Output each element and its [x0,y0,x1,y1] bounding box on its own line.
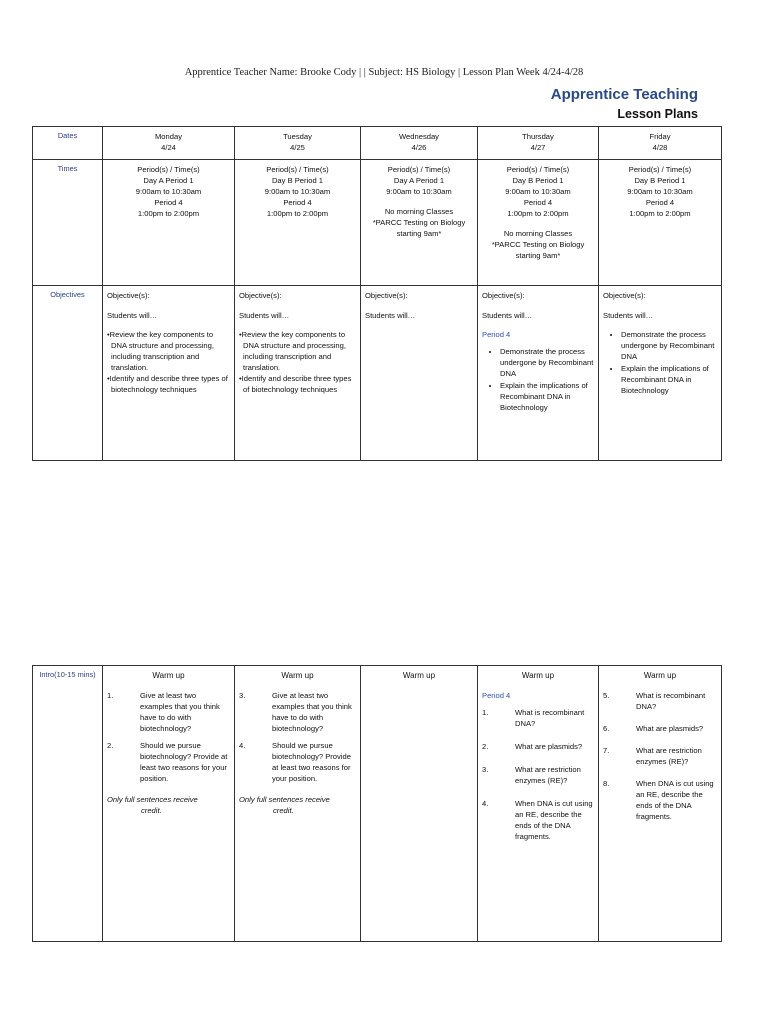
times-line: Day B Period 1 [271,176,324,185]
objective-list [107,329,230,395]
spacer [365,197,473,206]
row-label-intro: Intro(10-15 mins) [33,666,103,942]
times-line: *PARCC Testing on Biology [372,218,466,227]
day-date: 4/25 [290,143,305,152]
item-text: What are restriction enzymes (RE)? [515,764,581,785]
warm-up-heading: Warm up [152,671,185,680]
day-header-tuesday [235,127,361,160]
credit-note-line: Only full sentences receive [107,794,198,804]
times-line: 9:00am to 10:30am [505,187,571,196]
item-text: When DNA is cut using an RE, describe the ends of the DNA fragments. [636,778,714,821]
item-text: What are plasmids? [636,723,704,733]
item-text: Should we pursue biotechnology? Provide at least two reasons for your position. [140,740,228,783]
warm-up-item [603,690,717,712]
times-tuesday [235,160,361,286]
warm-up-list [482,707,594,842]
times-line: Period(s) / Time(s) [266,165,329,174]
times-line: Day B Period 1 [634,176,686,185]
times-line: Period 4 [283,198,312,207]
objective-item: •Identify and describe three types of biotechnology techniques [239,374,352,394]
day-header-friday [599,127,722,160]
item-number: 2. [107,740,114,750]
warm-up-heading: Warm up [402,671,436,680]
objective-item: •Identify and describe three types of biotechnology techniques [107,374,228,394]
students-will: Students will… [365,311,416,320]
item-text: When DNA is cut using an RE, describe the ends of the DNA fragments. [515,798,593,841]
times-line: Period 4 [645,198,675,207]
times-line: 1:00pm to 2:00pm [137,209,200,218]
day-date: 4/28 [652,143,668,152]
students-will: Students will… [482,311,533,320]
day-header-monday [103,127,235,160]
warm-up-item [107,740,230,784]
warm-up-heading: Warm up [643,671,677,680]
day-date: 4/27 [530,143,546,152]
times-line: 9:00am to 10:30am [135,187,202,196]
times-line: *PARCC Testing on Biology [491,240,585,249]
objectives-row [33,286,722,461]
times-line: Day A Period 1 [393,176,445,185]
row-label-dates: Dates [33,127,103,160]
warm-up-list [107,690,230,784]
times-line: 9:00am to 10:30am [264,187,331,196]
objectives-wednesday [361,286,478,461]
item-text: Should we pursue biotechnology? Provide at least two reasons for your position. [272,740,351,783]
objectives-tuesday [235,286,361,461]
intro-wednesday [361,666,478,942]
times-thursday [478,160,599,286]
intro-row [33,666,722,942]
times-line: 9:00am to 10:30am [627,187,693,196]
times-line: 1:00pm to 2:00pm [629,209,691,218]
objective-list [603,329,717,396]
warm-up-item [603,723,717,734]
times-line: 9:00am to 10:30am [386,187,452,196]
item-text: What is recombinant DNA? [515,707,585,728]
objectives-friday [599,286,722,461]
objective-item: • Explain the implications of Recombinant DNA in Biotechnology [621,363,717,396]
day-name: Tuesday [283,132,312,141]
period-label: Period 4 [482,330,511,339]
warm-up-item [482,798,594,842]
day-name: Monday [154,132,183,141]
objective-list [482,346,594,413]
credit-note-line: credit. [141,805,162,815]
warm-up-list [603,690,717,822]
objective-heading: Objective(s): [482,291,525,300]
credit-note-line: Only full sentences receive [239,794,330,804]
times-line: Day A Period 1 [143,176,194,185]
item-number: 8. [603,778,610,788]
times-line: No morning Classes [503,229,573,238]
brand-title: Apprentice Teaching [550,86,698,103]
intro-monday [103,666,235,942]
item-number: 6. [603,723,610,733]
times-line: No morning Classes [384,207,454,216]
objectives-monday [103,286,235,461]
objective-list [239,329,356,395]
objective-heading: Objective(s): [603,291,646,300]
day-name: Wednesday [399,132,439,141]
objective-heading: Objective(s): [107,291,150,300]
objective-item: •Review the key components to DNA structure and processing, including transcription and translation. [107,330,214,372]
warm-up-item [482,741,594,752]
item-number: 5. [603,690,610,700]
row-label-objectives: Objectives [33,286,103,461]
times-line: Period(s) / Time(s) [506,165,570,174]
intro-friday [599,666,722,942]
warm-up-item [107,690,230,734]
times-line: starting 9am* [515,251,561,260]
warm-up-item [482,707,594,729]
times-wednesday [361,160,478,286]
item-number: 1. [482,707,489,717]
intro-thursday [478,666,599,942]
objective-heading: Objective(s): [239,291,282,300]
day-header-thursday [478,127,599,160]
credit-note-line: credit. [273,805,294,815]
item-number: 7. [603,745,610,755]
warm-up-item [603,745,717,767]
brand-subtitle: Lesson Plans [617,107,698,121]
warm-up-heading: Warm up [521,671,555,680]
dates-row [33,127,722,160]
objective-heading: Objective(s): [365,291,408,300]
item-number: 1. [107,690,114,700]
times-monday [103,160,235,286]
times-line: Period(s) / Time(s) [137,165,200,174]
credit-note [239,794,356,816]
students-will: Students will… [603,311,654,320]
item-text: Give at least two examples that you think have to do with biotechnology? [272,690,352,733]
day-date: 4/26 [411,143,427,152]
times-line: starting 9am* [396,229,442,238]
row-label-times: Times [33,160,103,286]
warm-up-item [239,690,356,734]
item-text: Give at least two examples that you think have to do with biotechnology? [140,690,220,733]
day-date: 4/24 [161,143,176,152]
times-friday [599,160,722,286]
document-header: Apprentice Teacher Name: Brooke Cody | | Subject: HS Biology | Lesson Plan Week 4/24-4/28 [184,67,584,78]
item-text: What is recombinant DNA? [636,690,706,711]
day-header-wednesday [361,127,478,160]
day-name: Thursday [522,132,554,141]
warm-up-item [482,764,594,786]
objective-item: • Demonstrate the process undergone by Recombinant DNA [500,346,594,379]
times-line: Period 4 [154,198,183,207]
item-text: What are restriction enzymes (RE)? [636,745,702,766]
warm-up-heading: Warm up [281,671,314,680]
times-line: 1:00pm to 2:00pm [266,209,329,218]
item-text: What are plasmids? [515,741,583,751]
intro-tuesday [235,666,361,942]
times-row [33,160,722,286]
item-number: 3. [239,690,246,700]
spacer [482,219,594,228]
times-line: Period(s) / Time(s) [387,165,451,174]
item-number: 2. [482,741,489,751]
warm-up-item [603,778,717,822]
intro-table [32,665,722,942]
objectives-thursday [478,286,599,461]
item-number: 3. [482,764,489,774]
lesson-plan-table [32,126,722,461]
day-name: Friday [649,132,671,141]
students-will: Students will… [107,311,158,320]
times-line: 1:00pm to 2:00pm [507,209,569,218]
objective-item: • Demonstrate the process undergone by Recombinant DNA [621,329,717,362]
objective-item: • Explain the implications of Recombinant DNA in Biotechnology [500,380,594,413]
times-line: Day B Period 1 [512,176,564,185]
warm-up-item [239,740,356,784]
objective-item: •Review the key components to DNA structure and processing, including transcription and translation. [239,330,346,372]
period-label: Period 4 [482,690,511,700]
times-line: Period 4 [523,198,553,207]
warm-up-list [239,690,356,784]
times-line: Period(s) / Time(s) [628,165,692,174]
credit-note [107,794,230,816]
item-number: 4. [239,740,246,750]
students-will: Students will… [239,311,290,320]
item-number: 4. [482,798,489,808]
